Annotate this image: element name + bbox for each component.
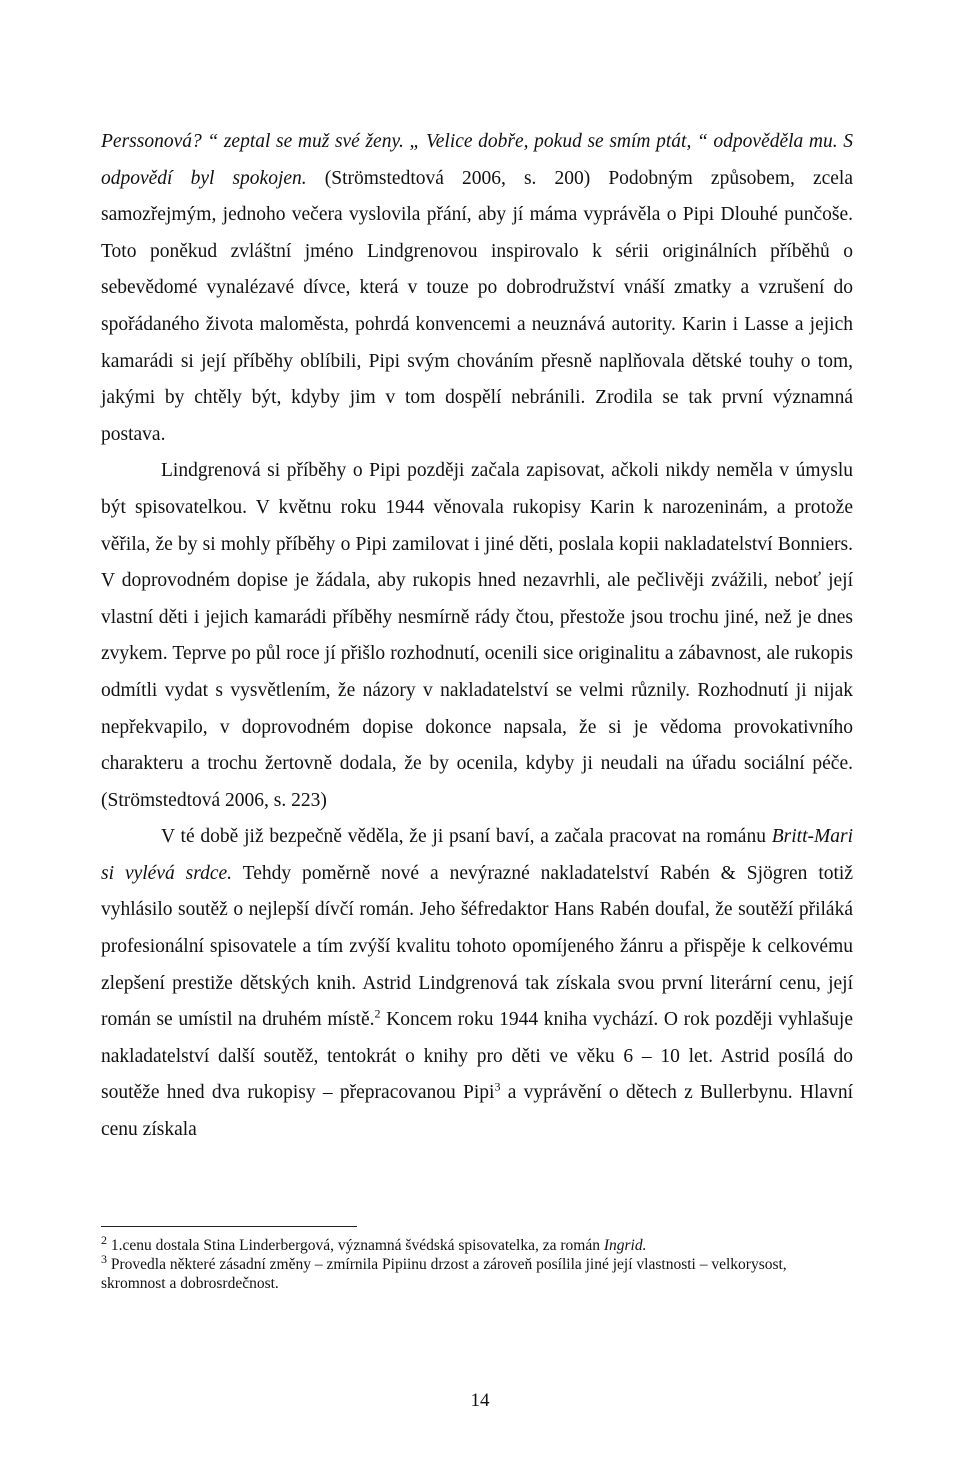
text-segment: Tehdy poměrně nové a nevýrazné nakladatelství Rabén & Sjögren totiž vyhlásilo soutěž o nejlepší dívčí román. Jeho šéfredaktor Hans Rabén doufal, že soutěží přiláká profesionální spisovatele a tím zvýší kvalitu tohoto opomíjeného žánru a přispěje k celkovému zlepšení prestiže dětských knih. Astrid Lindgrenová tak získala svou první literární cenu, její román se umístil na druhém místě. [101, 862, 853, 1031]
footnote-number: 3 [101, 1251, 107, 1266]
paragraph-3 [101, 819, 853, 1148]
text-segment: (Strömstedtová 2006, s. 200) Podobným způsobem, zcela samozřejmým, jednoho večera vyslovila přání, aby jí máma vyprávěla o Pipi Dlouhé punčoše. Toto poněkud zvláštní jméno Lindgrenovou inspirovalo k sérii originálních příběhů o sebevědomé vynalézavé dívce, která v touze po dobrodružství vnáší zmatky a vzrušení do spořádaného života maloměsta, pohrdá konvencemi a neuznává autority. Karin i Lasse a jejich kamarádi si její příběhy oblíbili, Pipi svým chováním přesně naplňovala dětské touhy o tom, jakými by chtěly být, kdyby jim v tom dospělí nebránili. Zrodila se tak první významná postava. [101, 167, 853, 445]
footnote-ref: 2 [374, 1006, 381, 1021]
footnote-2 [101, 1232, 801, 1255]
text-segment: Koncem roku 1944 kniha vychází. O rok později vyhlašuje nakladatelství další soutěž, tentokrát o knihy pro děti ve věku 6 – 10 let. Astrid posílá do soutěže hned dva rukopisy – přepracovanou Pipi [101, 1009, 853, 1104]
text-segment: Lindgrenová si příběhy o Pipi později začala zapisovat, ačkoli nikdy neměla v úmyslu být spisovatelkou. V květnu roku 1944 věnovala rukopisy Karin k narozeninám, a protože věřila, že by si mohly příběhy o Pipi zamilovat i jiné děti, poslala kopii nakladatelství Bonniers. V doprovodném dopise je žádala, aby rukopis hned nezavrhli, ale pečlivěji zvážili, neboť její vlastní děti i jejich kamarádi příběhy nesmírně rády čtou, přestože jsou trochu jiné, než je dnes zvykem. Teprve po půl roce jí přišlo rozhodnutí, ocenili sice originalitu a zábavnost, ale rukopis odmítli vydat s vysvětlením, že názory v nakladatelství se velmi různily. Rozhodnutí ji nijak nepřekvapilo, v doprovodném dopise dokonce napsala, že si je vědoma provokativního charakteru a trochu žertovně dodala, že by ocenila, kdyby ji neudali na úřadu sociální péče. (Strömstedtová 2006, s. 223) [101, 460, 853, 811]
page-number: 14 [470, 1390, 490, 1411]
footnote-text: Provedla některé zásadní změny – zmírnila Pipiinu drzost a zároveň posílila jiné její vlastnosti – velkorysost, skromnost a dobrosrdečnost. [101, 1256, 787, 1292]
footnote-divider [101, 1226, 357, 1227]
footnote-number: 2 [101, 1232, 107, 1247]
book-title: Britt-Mari si vylévá srdce. [101, 826, 853, 884]
footnotes [101, 1232, 801, 1293]
footnote-text: 1.cenu dostala Stina Linderbergová, významná švédská spisovatelka, za román [107, 1237, 604, 1254]
body-text [101, 124, 853, 1149]
footnote-book-title: Ingrid. [603, 1237, 647, 1254]
text-segment: a vyprávění o dětech z Bullerbynu. Hlavní cenu získala [101, 1082, 853, 1141]
paragraph-1 [101, 124, 853, 453]
footnote-ref: 3 [494, 1079, 501, 1094]
text-segment: V té době již bezpečně věděla, že ji psaní baví, a začala pracovat na románu [161, 826, 772, 848]
text-segment: Perssonová? “ zeptal se muž své ženy. „ Velice dobře, pokud se smím ptát, “ odpověděla mu. S odpovědí byl spokojen. [101, 131, 853, 189]
footnote-3 [101, 1251, 801, 1293]
paragraph-2 [101, 453, 853, 819]
